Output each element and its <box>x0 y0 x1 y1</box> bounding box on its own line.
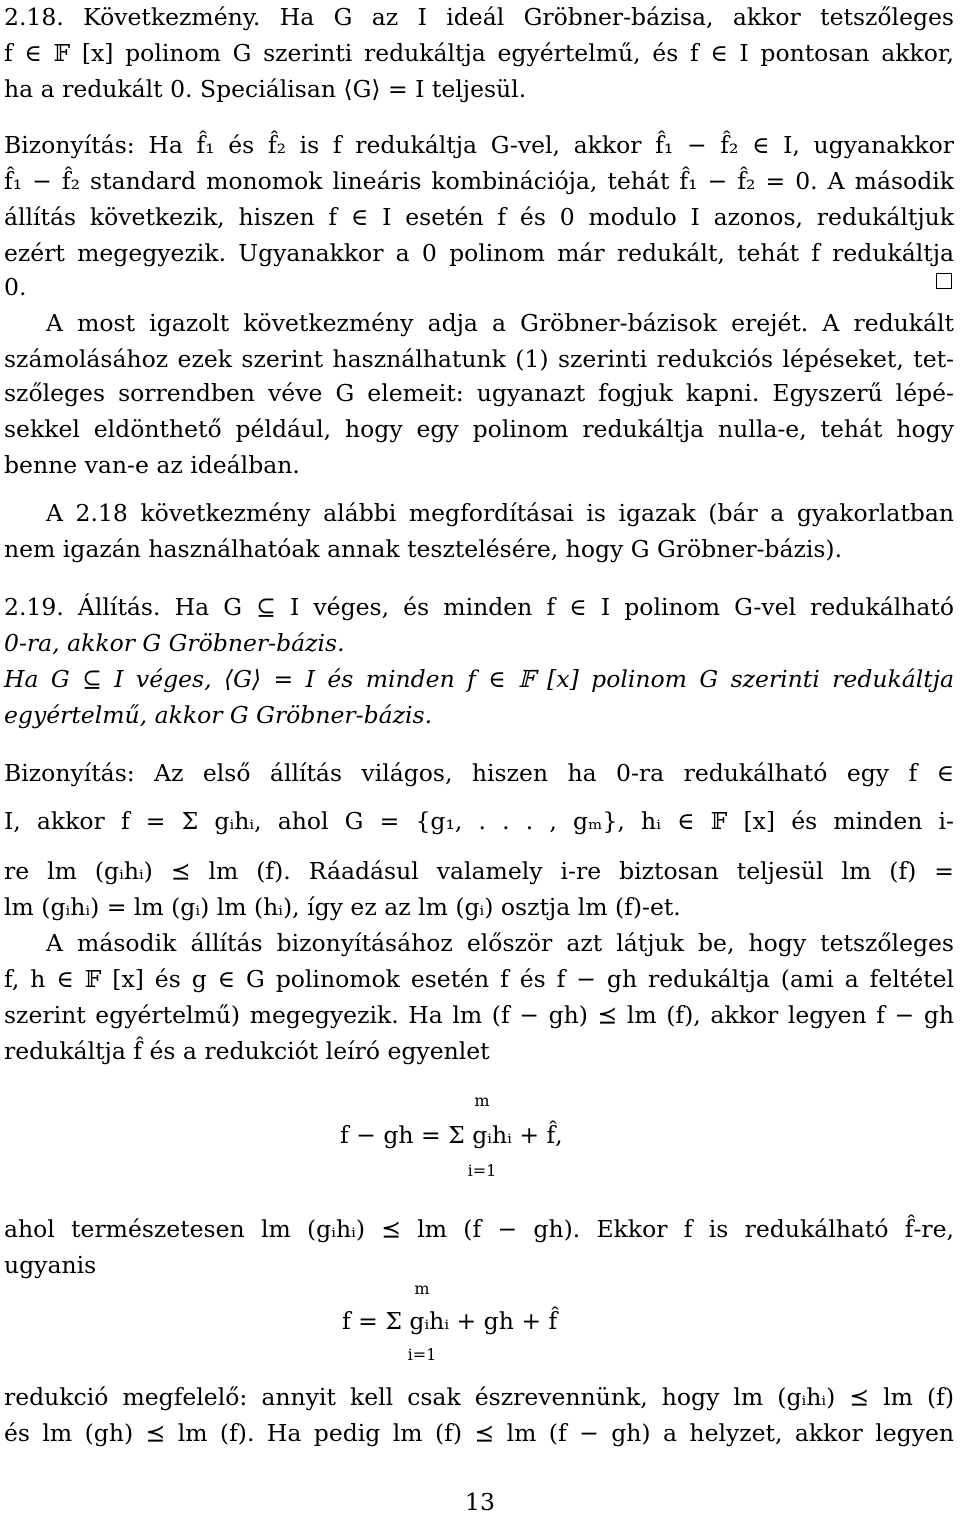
sum-upper-limit: m <box>414 1279 430 1298</box>
qed-box <box>936 273 952 289</box>
text-line: sekkel eldönthető például, hogy egy polinom redukáltja nulla-e, tehát hogy <box>4 415 954 443</box>
text-line: benne van-e az ideálban. <box>4 451 300 479</box>
text-line: I, akkor f = Σ gᵢhᵢ, ahol G = {g₁, . . . , gₘ}, hᵢ ∈ 𝔽 [x] és minden i- <box>4 807 954 835</box>
proof-line: Bizonyítás: Az első állítás világos, hiszen ha 0-ra redukálható egy f ∈ <box>4 759 954 787</box>
text-line: 0-ra, akkor G Gröbner-bázis. <box>4 629 345 657</box>
text-line: szőleges sorrendben véve G elemeit: ugyanazt fogjuk kapni. Egyszerű lépé- <box>4 379 954 407</box>
text-line: nem igazán használhatóak annak tesztelésére, hogy G Gröbner-bázis). <box>4 535 843 563</box>
proof-line: Bizonyítás: Ha f̂₁ és f̂₂ is f redukáltja G-vel, akkor f̂₁ − f̂₂ ∈ I, ugyanakkor <box>4 131 954 159</box>
text-line: ugyanis <box>4 1251 97 1279</box>
text-line: egyértelmű, akkor G Gröbner-bázis. <box>4 701 433 729</box>
text-line: szerint egyértelmű) megegyezik. Ha lm (f − gh) ⪯ lm (f), akkor legyen f − gh <box>4 1001 954 1029</box>
text-line: redukció megfelelő: annyit kell csak észrevennünk, hogy lm (gᵢhᵢ) ⪯ lm (f) <box>4 1383 954 1411</box>
text-line: A második állítás bizonyításához először azt látjuk be, hogy tetszőleges <box>46 929 954 957</box>
text-line: ha a redukált 0. Speciálisan ⟨G⟩ = I teljesül. <box>4 75 527 103</box>
sum-lower-limit: i=1 <box>407 1345 437 1364</box>
text-line: lm (gᵢhᵢ) = lm (gᵢ) lm (hᵢ), így ez az lm (gᵢ) osztja lm (f)-et. <box>4 893 681 921</box>
text-line: f̂₁ − f̂₂ standard monomok lineáris kombinációja, tehát f̂₁ − f̂₂ = 0. A második <box>4 167 954 195</box>
text-line: re lm (gᵢhᵢ) ⪯ lm (f). Ráadásul valamely i-re biztosan teljesül lm (f) = <box>4 857 954 885</box>
text-line: ahol természetesen lm (gᵢhᵢ) ⪯ lm (f − gh). Ekkor f is redukálható f̂-re, <box>4 1215 954 1243</box>
proposition-line: 2.19. Állítás. Ha G ⊆ I véges, és minden f ∈ I polinom G-vel redukálható <box>4 593 954 621</box>
sum-lower-limit: i=1 <box>467 1161 497 1180</box>
text-line: redukáltja f̂ és a redukciót leíró egyenlet <box>4 1037 490 1065</box>
sum-upper-limit: m <box>474 1091 490 1110</box>
text-line: és lm (gh) ⪯ lm (f). Ha pedig lm (f) ⪯ lm (f − gh) a helyzet, akkor legyen <box>4 1419 954 1447</box>
text-line: Ha G ⊆ I véges, ⟨G⟩ = I és minden f ∈ 𝔽 [x] polinom G szerinti redukáltja <box>4 665 954 693</box>
text-line: ezért megegyezik. Ugyanakkor a 0 polinom már redukált, tehát f redukáltja <box>4 239 954 267</box>
text-line: f ∈ 𝔽 [x] polinom G szerinti redukáltja egyértelmű, és f ∈ I pontosan akkor, <box>4 39 954 67</box>
display-equation-2: f = Σ gᵢhᵢ + gh + f̂ <box>342 1307 558 1335</box>
text-line: számolásához ezek szerint használhatunk (1) szerinti redukciós lépéseket, tet- <box>4 345 954 373</box>
display-equation-1: f − gh = Σ gᵢhᵢ + f̂, <box>340 1121 563 1149</box>
text-line: A most igazolt következmény adja a Gröbner-bázisok erejét. A redukált <box>46 309 954 337</box>
text-line: f, h ∈ 𝔽 [x] és g ∈ G polinomok esetén f és f − gh redukáltja (ami a feltétel <box>4 965 954 993</box>
text-line: 0. <box>4 273 27 301</box>
text-line: A 2.18 következmény alábbi megfordításai is igazak (bár a gyakorlatban <box>46 499 954 527</box>
text-line: állítás következik, hiszen f ∈ I esetén f és 0 modulo I azonos, redukáltjuk <box>4 203 954 231</box>
page-number: 13 <box>465 1488 495 1516</box>
corollary-heading-line: 2.18. Következmény. Ha G az I ideál Gröbner-bázisa, akkor tetszőleges <box>4 3 954 31</box>
